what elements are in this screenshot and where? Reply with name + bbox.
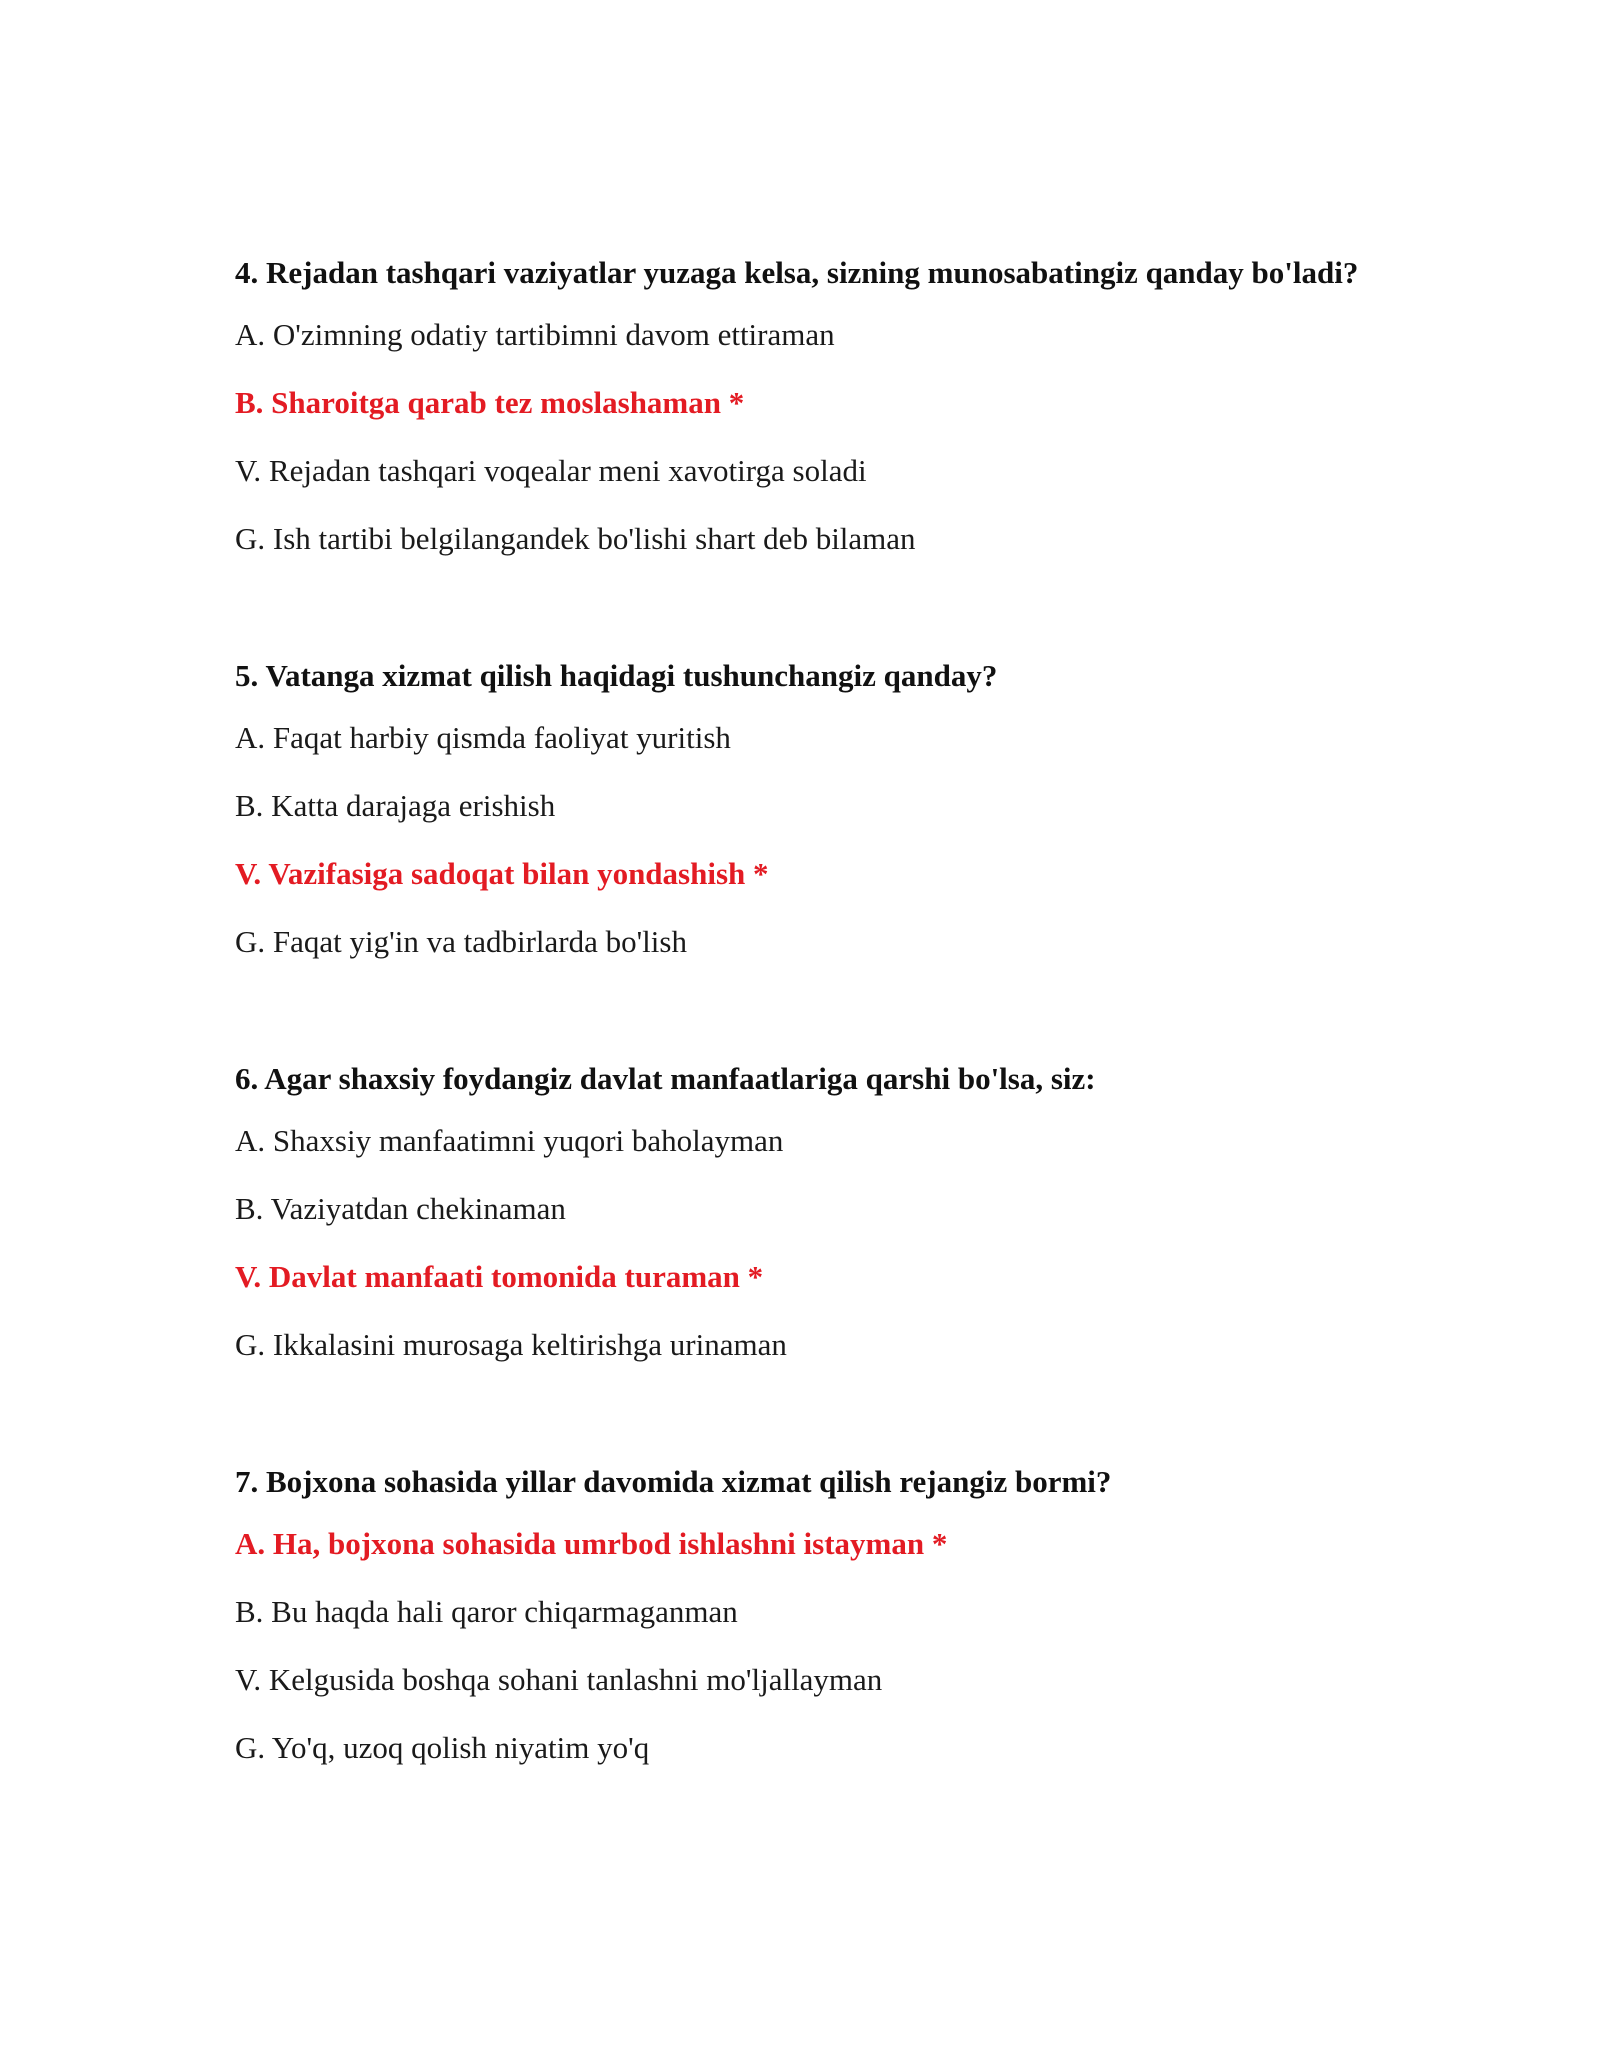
correct-answer-option: B. Sharoitga qarab tez moslashaman * [235, 385, 745, 420]
correct-answer-option: A. Ha, bojxona sohasida umrbod ishlashni istayman * [235, 1526, 948, 1561]
answer-option: A. O'zimning odatiy tartibimni davom ettiraman [235, 317, 835, 352]
correct-answer-option: V. Vazifasiga sadoqat bilan yondashish * [235, 856, 769, 891]
answer-option: G. Ikkalasini murosaga keltirishga urinaman [235, 1327, 787, 1362]
answer-option: B. Bu haqda hali qaror chiqarmaganman [235, 1594, 738, 1629]
answer-option: A. Faqat harbiy qismda faoliyat yuritish [235, 720, 731, 755]
question-block-6 [235, 1058, 1365, 1365]
answer-option: B. Katta darajaga erishish [235, 788, 556, 823]
answer-option: G. Ish tartibi belgilangandek bo'lishi shart deb bilaman [235, 521, 916, 556]
question-text: 7. Bojxona sohasida yillar davomida xizmat qilish rejangiz bormi? [235, 1464, 1112, 1499]
correct-answer-option: V. Davlat manfaati tomonida turaman * [235, 1259, 764, 1294]
answer-option: V. Rejadan tashqari voqealar meni xavotirga soladi [235, 453, 867, 488]
question-block-7 [235, 1461, 1365, 1768]
question-text: 4. Rejadan tashqari vaziyatlar yuzaga kelsa, sizning munosabatingiz qanday bo'ladi? [235, 255, 1359, 290]
answer-option: G. Faqat yig'in va tadbirlarda bo'lish [235, 924, 687, 959]
question-text: 5. Vatanga xizmat qilish haqidagi tushunchangiz qanday? [235, 658, 998, 693]
answer-option: G. Yo'q, uzoq qolish niyatim yo'q [235, 1730, 650, 1765]
answer-option: V. Kelgusida boshqa sohani tanlashni mo'ljallayman [235, 1662, 883, 1697]
question-block-4 [235, 252, 1365, 559]
question-text: 6. Agar shaxsiy foydangiz davlat manfaatlariga qarshi bo'lsa, siz: [235, 1061, 1096, 1096]
question-block-5 [235, 655, 1365, 962]
answer-option: B. Vaziyatdan chekinaman [235, 1191, 566, 1226]
document-page [235, 252, 1365, 1768]
answer-option: A. Shaxsiy manfaatimni yuqori baholayman [235, 1123, 784, 1158]
